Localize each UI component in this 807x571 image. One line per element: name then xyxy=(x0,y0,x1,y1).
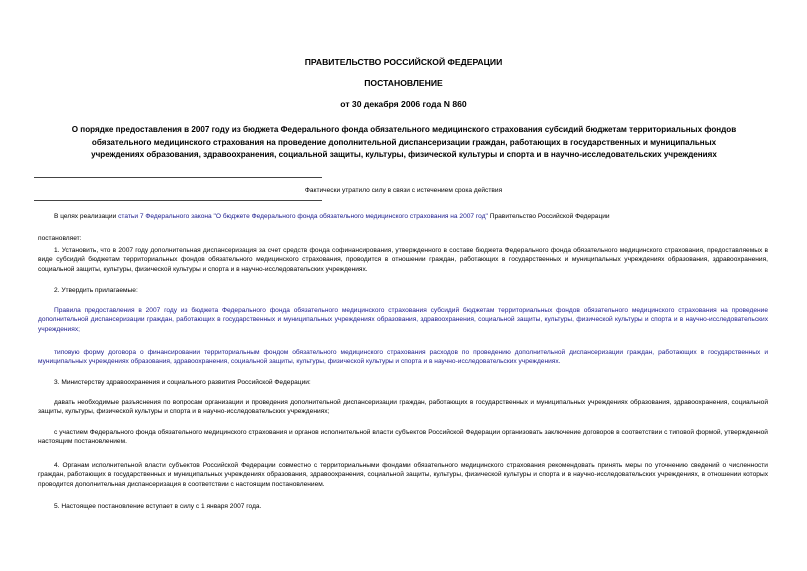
divider-bottom xyxy=(34,200,322,201)
title-line: О порядке предоставления в 2007 году из бюджета Федерального фонда обязательного медицинского страхования субсидий бюджетам территориальных фондов xyxy=(71,125,737,134)
document-type: ПОСТАНОВЛЕНИЕ xyxy=(364,78,443,88)
paragraph-1: 1. Установить, что в 2007 году дополнительная диспансеризация за счет средств фонда софинансирования, утвержденного в составе бюджета Федерального фонда обязательного медицинского страхования, предоставляемых в виде субсидий бюджетам территориальных фондов обязательного медицинского страхования, проводится в отношении граждан, работающих в государственных и муниципальных учреждениях образования, здравоохранения, социальной защиты, культуры, физической культуры и спорта и в научно-исследовательских учреждениях. xyxy=(38,247,768,273)
contract-form-link-paragraph[interactable]: типовую форму договора о финансировании территориальным фондом обязательного медицинского страхования расходов по проведению дополнительной диспансеризации граждан, работающих в государственных и муниципальных учреждениях образования, здравоохранения, социальной защиты, культуры, физической культуры и спорта и в научно-исследовательских учреждениях. xyxy=(38,349,768,366)
decree-word: постановляет: xyxy=(38,235,82,242)
paragraph-5: 5. Настоящее постановление вступает в силу с 1 января 2007 года. xyxy=(54,503,262,510)
paragraph-3a: давать необходимые разъяснения по вопросам организации и проведения дополнительной диспансеризации граждан, работающих в государственных и муниципальных учреждениях образования, здравоохранения, социальной защиты, культуры, физической культуры и спорта и в научно-исследовательских учреждениях; xyxy=(38,399,768,416)
status-note: Фактически утратило силу в связи с истечением срока действия xyxy=(304,187,503,194)
document-date-number: от 30 декабря 2006 года N 860 xyxy=(340,99,467,109)
paragraph-3: 3. Министерству здравоохранения и социального развития Российской Федерации: xyxy=(54,379,311,386)
preamble-text: В целях реализации xyxy=(54,213,119,220)
paragraph-2: 2. Утвердить прилагаемые: xyxy=(54,287,138,294)
preamble xyxy=(54,212,610,221)
rules-link-paragraph[interactable]: Правила предоставления в 2007 году из бюджета Федерального фонда обязательного медицинского страхования субсидий бюджетам территориальных фондов обязательного медицинского страхования на проведение дополнительной диспансеризации граждан, работающих в государственных и муниципальных учреждениях образования, здравоохранения, социальной защиты, культуры, физической культуры и спорта и в научно-исследовательских учреждениях; xyxy=(38,307,768,333)
preamble-text: Правительство Российской Федерации xyxy=(487,213,610,220)
paragraph-3b: с участием Федерального фонда обязательного медицинского страхования и органов исполнительной власти субъектов Российской Федерации организовать заключение договоров в соответствии с типовой формой, утвержденной настоящим постановлением. xyxy=(38,429,768,446)
title-line: обязательного медицинского страхования на проведение дополнительной диспансеризации граждан, работающих в государственных и муниципальных xyxy=(91,137,717,147)
law-article-link[interactable]: статьи 7 Федерального закона "О бюджете Федерального фонда обязательного медицинского страхования на 2007 год" xyxy=(118,213,488,220)
title-line: учреждениях образования, здравоохранения, социальной защиты, культуры, физической культуры и спорта и в научно-исследовательских учреждениях xyxy=(91,150,717,159)
government-heading: ПРАВИТЕЛЬСТВО РОССИЙСКОЙ ФЕДЕРАЦИИ xyxy=(304,57,503,67)
divider-top xyxy=(34,177,322,178)
paragraph-4: 4. Органам исполнительной власти субъектов Российской Федерации совместно с территориальными фондами обязательного медицинского страхования рекомендовать принять меры по уточнению сведений о численности граждан, работающих в государственных и муниципальных учреждениях образования, здравоохранения, социальной защиты, культуры, физической культуры и спорта и в научно-исследовательских учреждениях, в отношении которых проводится дополнительная диспансеризация в соответствии с настоящим постановлением. xyxy=(38,462,768,488)
document-title xyxy=(34,124,774,162)
